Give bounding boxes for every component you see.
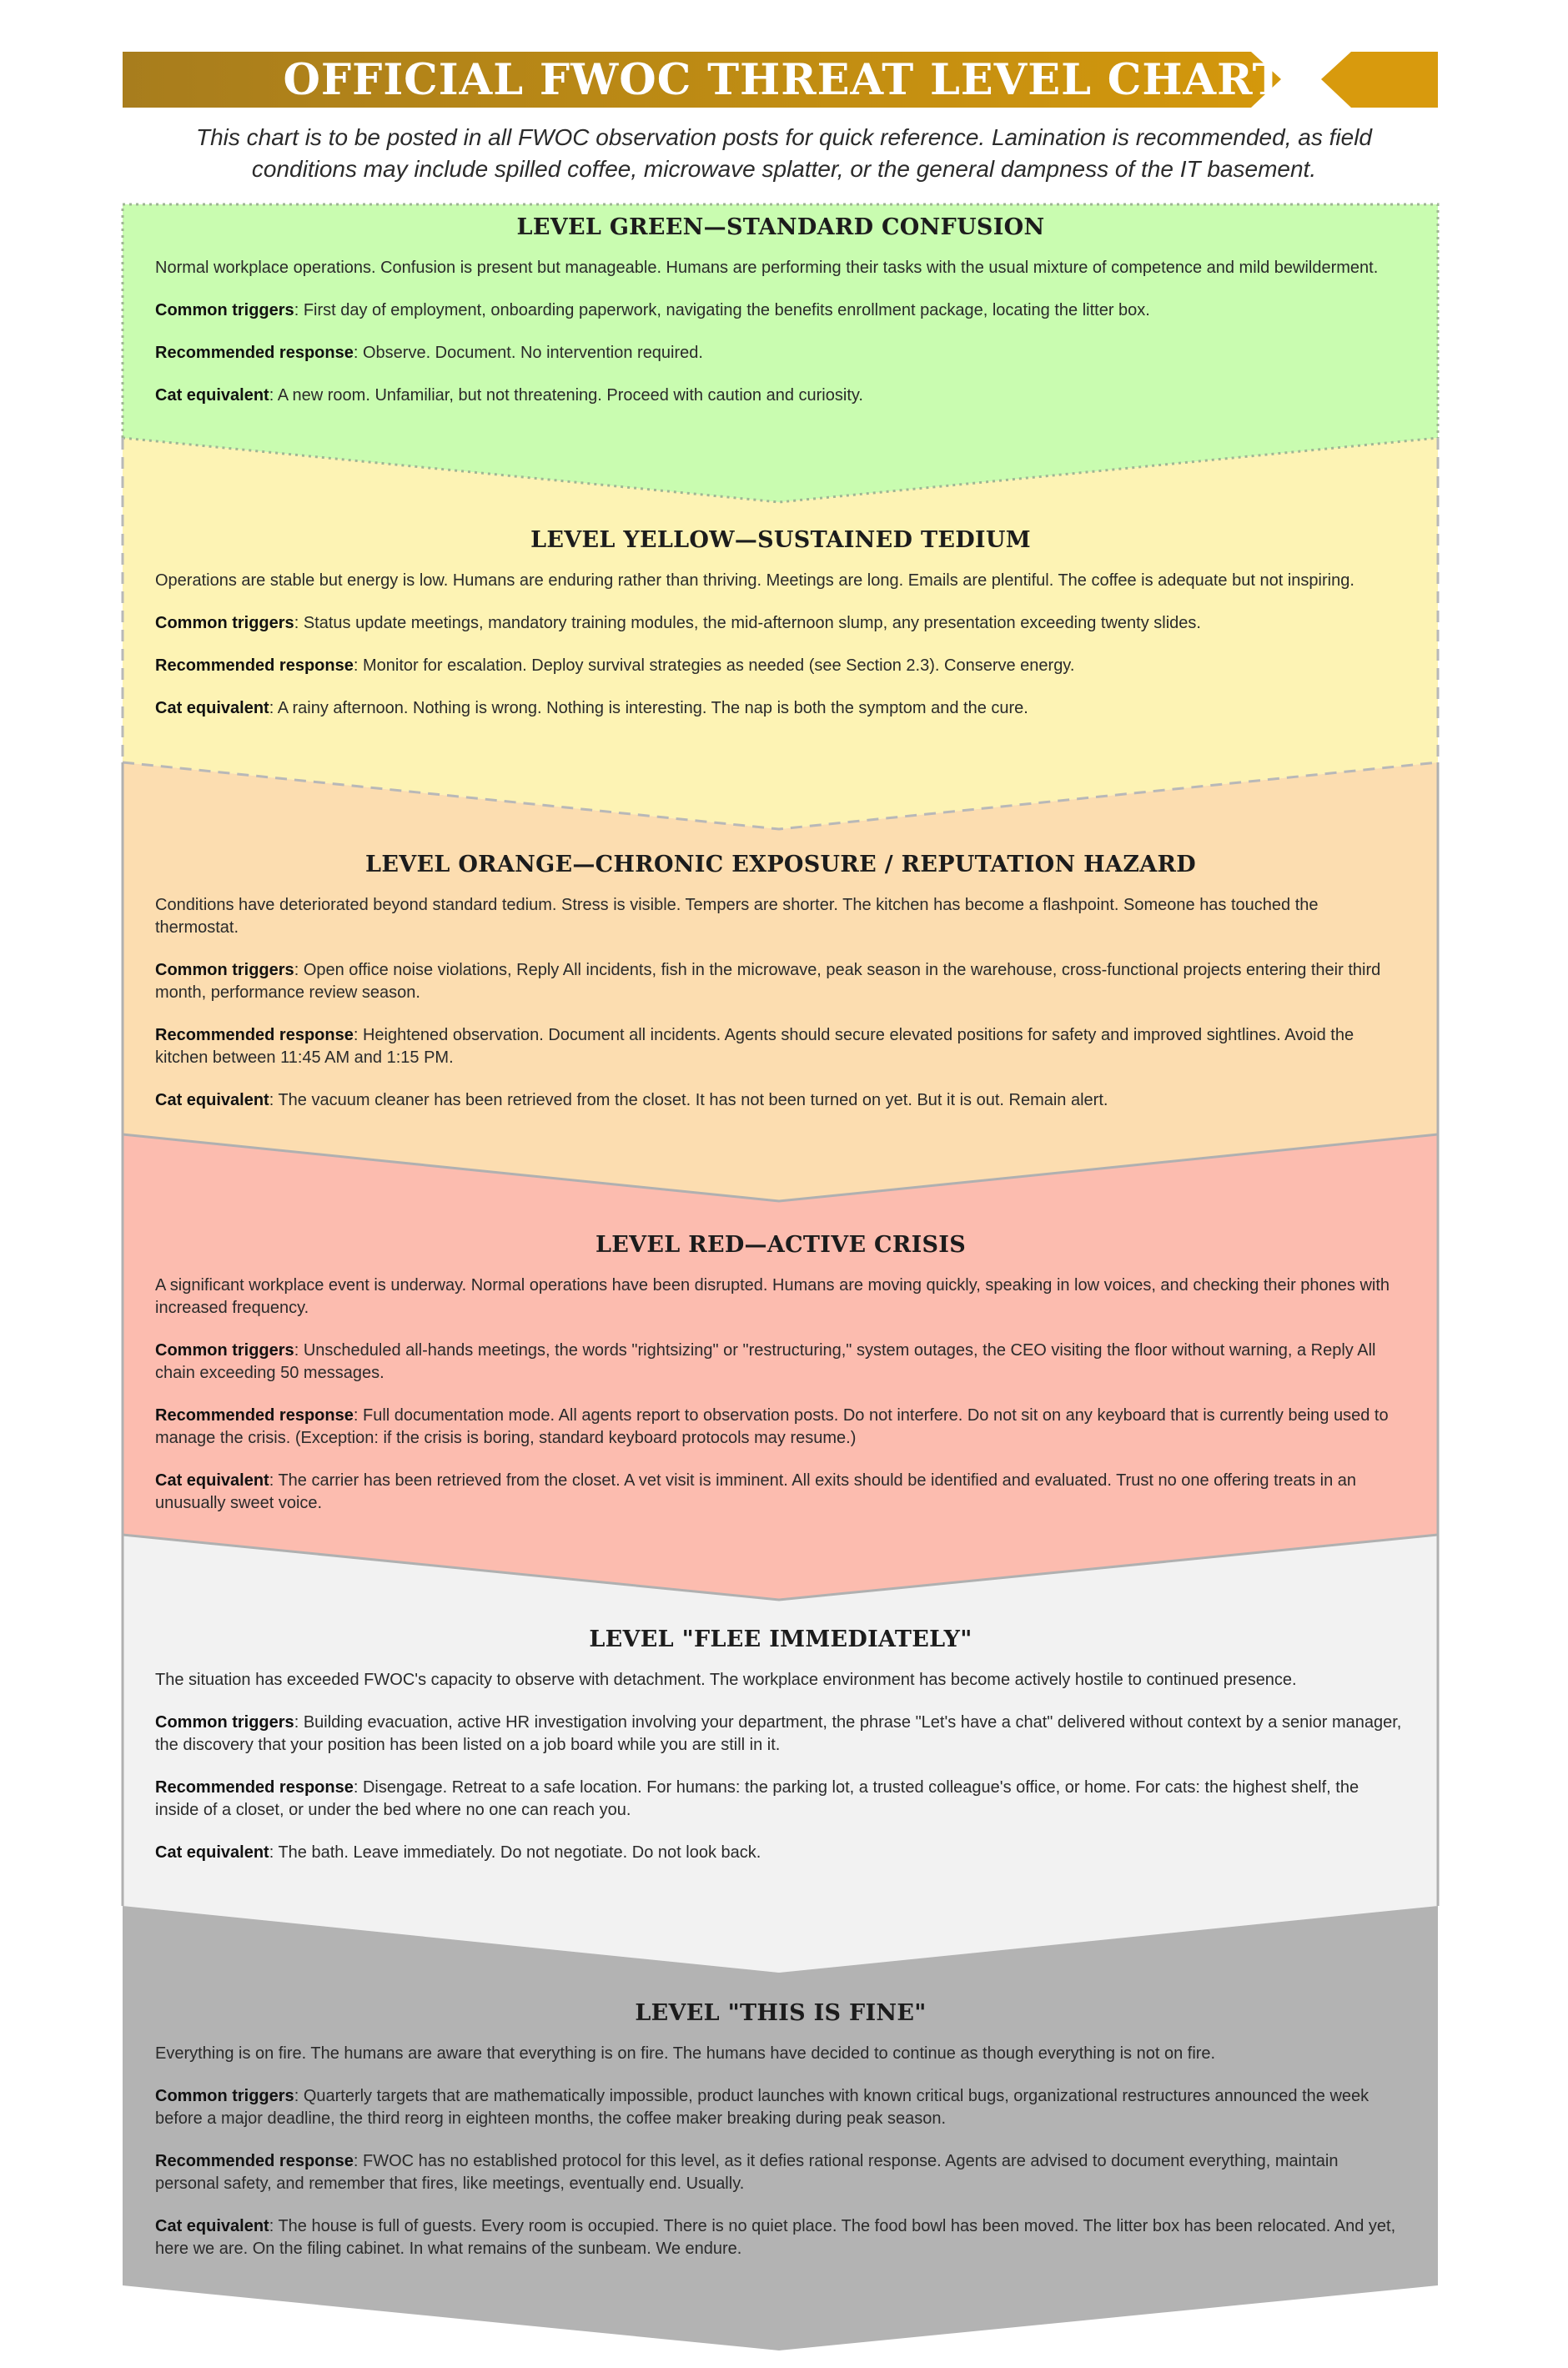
triggers-text: Status update meetings, mandatory training modules, the mid-afternoon slump, any presentation exceeding twenty slides. — [303, 614, 1201, 632]
level-triggers: Common triggers: Quarterly targets that are mathematically impossible, product launches with known critical bugs, organizational restructures announced the week before a major deadline, the third reorg in eighteen months, the coffee maker breaking during peak season. — [155, 2087, 1369, 2128]
level-title: LEVEL "THIS IS FINE" — [635, 2000, 927, 2026]
level-description: Normal workplace operations. Confusion is present but manageable. Humans are performing their tasks with the usual mixture of competence and mild bewilderment. — [155, 259, 1379, 277]
triggers-label: Common triggers — [155, 301, 294, 319]
triggers-text: Open office noise violations, Reply All incidents, fish in the microwave, peak season in the warehouse, cross-functional projects entering their third month, performance review season. — [155, 961, 1381, 1002]
level-response: Recommended response: Observe. Document. No intervention required. — [155, 344, 703, 362]
level-cat-equivalent: Cat equivalent: The vacuum cleaner has been retrieved from the closet. It has not been turned on yet. But it is out. Remain alert. — [155, 1091, 1108, 1109]
intro-text: This chart is to be posted in all FWOC observation posts for quick reference. Lamination is recommended, as field conditions may include spilled coffee, microwave splatter, or the general dampness of the IT basement. — [196, 124, 1372, 182]
level-triggers: Common triggers: First day of employment, onboarding paperwork, navigating the benefits enrollment package, locating the litter box. — [155, 301, 1150, 319]
level-description: The situation has exceeded FWOC's capacity to observe with detachment. The workplace environment has become actively hostile to continued presence. — [155, 1671, 1297, 1689]
response-label: Recommended response — [155, 1406, 354, 1425]
level-response: Recommended response: Full documentation mode. All agents report to observation posts. Do not interfere. Do not sit on any keyboard that is currently being used to manage the crisis. (Exception: if the crisis is boring, standard keyboard protocols may resume.) — [155, 1406, 1389, 1447]
level-description: Conditions have deteriorated beyond standard tedium. Stress is visible. Tempers are shorter. The kitchen has become a flashpoint. Someone has touched the thermostat. — [155, 896, 1319, 937]
level-response: Recommended response: Monitor for escalation. Deploy survival strategies as needed (see Section 2.3). Conserve energy. — [155, 656, 1075, 675]
triggers-label: Common triggers — [155, 961, 294, 979]
level-cat-equivalent: Cat equivalent: The bath. Leave immediately. Do not negotiate. Do not look back. — [155, 1843, 761, 1862]
response-text: Full documentation mode. All agents report to observation posts. Do not interfere. Do not sit on any keyboard that is currently being used to manage the crisis. (Exception: if the crisis is boring, standard keyboard protocols may resume.) — [155, 1406, 1389, 1447]
triggers-text: Unscheduled all-hands meetings, the words "rightsizing" or "restructuring," system outages, the CEO visiting the floor without warning, a Reply All chain exceeding 50 messages. — [155, 1341, 1376, 1382]
level-triggers: Common triggers: Open office noise violations, Reply All incidents, fish in the microwave, peak season in the warehouse, cross-functional projects entering their third month, performance review season. — [155, 961, 1381, 1002]
level-triggers: Common triggers: Unscheduled all-hands meetings, the words "rightsizing" or "restructuring," system outages, the CEO visiting the floor without warning, a Reply All chain exceeding 50 messages. — [155, 1341, 1376, 1382]
response-label: Recommended response — [155, 344, 354, 362]
cat-text: A rainy afternoon. Nothing is wrong. Nothing is interesting. The nap is both the symptom and the cure. — [277, 699, 1028, 717]
response-label: Recommended response — [155, 1026, 354, 1044]
triggers-label: Common triggers — [155, 1341, 294, 1360]
level-cat-equivalent: Cat equivalent: A new room. Unfamiliar, but not threatening. Proceed with caution and curiosity. — [155, 386, 863, 405]
level-description: A significant workplace event is underway. Normal operations have been disrupted. Humans are moving quickly, speaking in low voices, and checking their phones with increased frequency. — [155, 1276, 1390, 1317]
level-title: LEVEL ORANGE—CHRONIC EXPOSURE / REPUTATION HAZARD — [365, 852, 1196, 877]
cat-label: Cat equivalent — [155, 1091, 269, 1109]
level-response: Recommended response: Heightened observation. Document all incidents. Agents should secure elevated positions for safety and improved sightlines. Avoid the kitchen between 11:45 AM and 1:15 PM. — [155, 1026, 1354, 1067]
level-response: Recommended response: FWOC has no established protocol for this level, as it defies rational response. Agents are advised to document everything, maintain personal safety, and remember that fires, like meetings, eventually end. Usually. — [155, 2152, 1339, 2193]
level-title: LEVEL GREEN—STANDARD CONFUSION — [516, 214, 1045, 240]
triggers-text: Quarterly targets that are mathematically impossible, product launches with known critical bugs, organizational restructures announced the week before a major deadline, the third reorg in eighteen months, the coffee maker breaking during peak season. — [155, 2087, 1369, 2128]
response-label: Recommended response — [155, 656, 354, 675]
cat-text: The vacuum cleaner has been retrieved from the closet. It has not been turned on yet. But it is out. Remain alert. — [278, 1091, 1108, 1109]
response-text: Disengage. Retreat to a safe location. For humans: the parking lot, a trusted colleague's office, or home. For cats: the highest shelf, the inside of a closet, or under the bed where no one can reach you. — [155, 1778, 1359, 1819]
level-yellow — [155, 527, 1406, 740]
triggers-label: Common triggers — [155, 614, 294, 632]
cat-text: The house is full of guests. Every room is occupied. There is no quiet place. The food bowl has been moved. The litter box has been relocated. And yet, here we are. On the filing cabinet. In what remains of the sunbeam. We endure. — [155, 2217, 1396, 2258]
response-text: FWOC has no established protocol for this level, as it defies rational response. Agents are advised to document everything, maintain personal safety, and remember that fires, like meetings, eventually end. Usually. — [155, 2152, 1339, 2193]
level-green — [155, 214, 1406, 427]
cat-label: Cat equivalent — [155, 1843, 269, 1862]
cat-text: A new room. Unfamiliar, but not threatening. Proceed with caution and curiosity. — [277, 386, 863, 405]
cat-label: Cat equivalent — [155, 2217, 269, 2235]
level-title: LEVEL "FLEE IMMEDIATELY" — [589, 1626, 972, 1652]
cat-label: Cat equivalent — [155, 699, 269, 717]
level-cat-equivalent: Cat equivalent: The carrier has been retrieved from the closet. A vet visit is imminent. All exits should be identified and evaluated. Trust no one offering treats in an unusually sweet voice. — [155, 1471, 1357, 1512]
triggers-text: First day of employment, onboarding paperwork, navigating the benefits enrollment package, locating the litter box. — [303, 301, 1150, 319]
triggers-text: Building evacuation, active HR investigation involving your department, the phrase "Let's have a chat" delivered without context by a senior manager, the discovery that your position has been listed on a job board while you are still in it. — [155, 1713, 1402, 1754]
level-red — [155, 1232, 1406, 1535]
level-description: Everything is on fire. The humans are aware that everything is on fire. The humans have decided to continue as though everything is not on fire. — [155, 2044, 1216, 2063]
triggers-label: Common triggers — [155, 1713, 294, 1732]
response-text: Observe. Document. No intervention required. — [362, 344, 703, 362]
level-response: Recommended response: Disengage. Retreat to a safe location. For humans: the parking lot, a trusted colleague's office, or home. For cats: the highest shelf, the inside of a closet, or under the bed where no one can reach you. — [155, 1778, 1359, 1819]
level-orange — [155, 852, 1406, 1132]
page-title: OFFICIAL FWOC THREAT LEVEL CHART — [283, 55, 1285, 105]
level-triggers: Common triggers: Building evacuation, active HR investigation involving your department, the phrase "Let's have a chat" delivered without context by a senior manager, the discovery that your position has been listed on a job board while you are still in it. — [155, 1713, 1402, 1754]
level-cat-equivalent: Cat equivalent: A rainy afternoon. Nothing is wrong. Nothing is interesting. The nap is both the symptom and the cure. — [155, 699, 1028, 717]
level-flee-immediately — [155, 1626, 1406, 1884]
response-label: Recommended response — [155, 2152, 354, 2170]
response-text: Monitor for escalation. Deploy survival strategies as needed (see Section 2.3). Conserve energy. — [362, 656, 1075, 675]
level-title: LEVEL YELLOW—SUSTAINED TEDIUM — [530, 527, 1031, 553]
cat-text: The bath. Leave immediately. Do not negotiate. Do not look back. — [278, 1843, 761, 1862]
level-this-is-fine — [155, 2000, 1406, 2280]
level-description: Operations are stable but energy is low. Humans are enduring rather than thriving. Meetings are long. Emails are plentiful. The coffee is adequate but not inspiring. — [155, 571, 1354, 590]
level-title: LEVEL RED—ACTIVE CRISIS — [595, 1232, 967, 1258]
response-label: Recommended response — [155, 1778, 354, 1797]
level-cat-equivalent: Cat equivalent: The house is full of guests. Every room is occupied. There is no quiet place. The food bowl has been moved. The litter box has been relocated. And yet, here we are. On the filing cabinet. In what remains of the sunbeam. We endure. — [155, 2217, 1396, 2258]
response-text: Heightened observation. Document all incidents. Agents should secure elevated positions for safety and improved sightlines. Avoid the kitchen between 11:45 AM and 1:15 PM. — [155, 1026, 1354, 1067]
level-triggers: Common triggers: Status update meetings, mandatory training modules, the mid-afternoon slump, any presentation exceeding twenty slides. — [155, 614, 1201, 632]
cat-text: The carrier has been retrieved from the closet. A vet visit is imminent. All exits should be identified and evaluated. Trust no one offering treats in an unusually sweet voice. — [155, 1471, 1357, 1512]
triggers-label: Common triggers — [155, 2087, 294, 2105]
cat-label: Cat equivalent — [155, 386, 269, 405]
cat-label: Cat equivalent — [155, 1471, 269, 1490]
